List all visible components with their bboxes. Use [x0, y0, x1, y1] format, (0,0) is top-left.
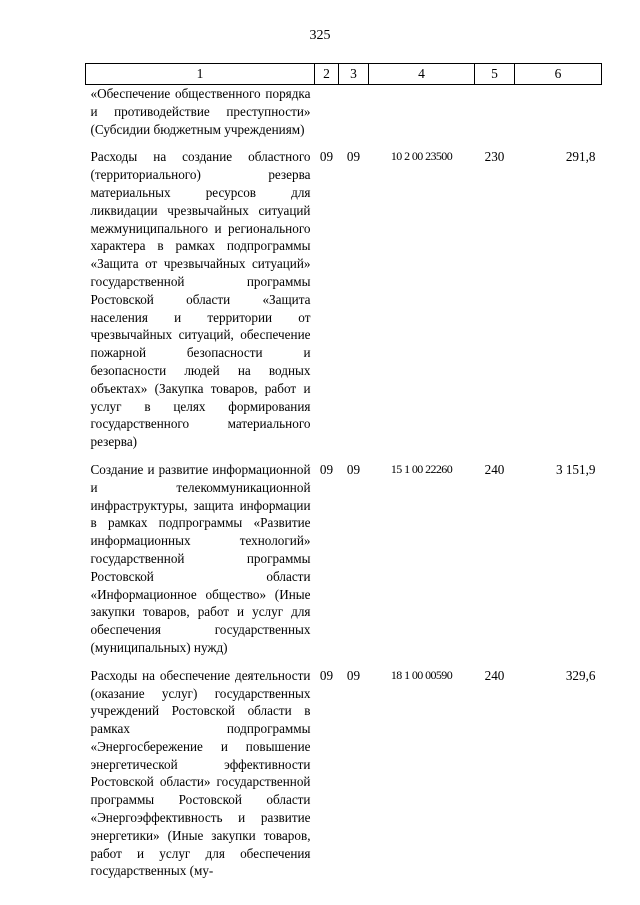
row-spacer [86, 138, 602, 148]
row-spacer [86, 451, 602, 461]
row-subsection [339, 85, 369, 139]
column-header-2: 2 [315, 64, 339, 85]
row-amount: 291,8 [565, 149, 596, 165]
row-description: Расходы на создание областного (территориального) резерва материальных ресурсов для ликвидации чрезвычайных ситуаций межмуниципального и регионального характера в рамках подпрограммы «Защита от чрезвычайных ситуаций» государственной программы Ростовской области «Защита населения и территории от чрезвычайных ситуаций, обеспечение пожарной безопасности и безопасности людей на водных объектах» (Закупка товаров, работ и услуг в целях формирования государственного материального резерва) [90, 149, 311, 450]
table-row [86, 667, 602, 881]
table-header-row [86, 64, 602, 85]
row-target-code: 10 2 00 23500 [390, 149, 453, 164]
row-amount: 329,6 [565, 667, 596, 683]
row-description: Создание и развитие информационной и телекоммуникационной инфраструктуры, защита информации в рамках подпрограммы «Развитие информационных технологий» государственной программы Ростовской области «Информационное общество» (Иные закупки товаров, работ и услуг для обеспечения государственных (муниципальных) нужд) [90, 461, 311, 655]
row-target-code [369, 85, 475, 139]
column-header-3: 3 [339, 64, 369, 85]
row-expense-type: 240 [484, 461, 505, 477]
row-section: 09 [319, 667, 334, 683]
row-subsection: 09 [346, 461, 361, 477]
row-section: 09 [319, 149, 334, 165]
budget-table [85, 63, 602, 880]
column-header-4: 4 [369, 64, 475, 85]
row-amount: 3 151,9 [555, 461, 596, 477]
row-subsection: 09 [346, 667, 361, 683]
row-subsection: 09 [346, 149, 361, 165]
row-amount [515, 85, 602, 139]
row-expense-type [475, 85, 515, 139]
table-row [86, 461, 602, 657]
row-description: «Обеспечение общественного порядка и противодействие преступности» (Субсидии бюджетным учреждениям) [90, 86, 311, 137]
row-description: Расходы на обеспечение деятельности (оказание услуг) государственных учреждений Ростовской области в рамках подпрограммы «Энергосбережение и повышение энергетической эффективности Ростовской области» государственной программы Ростовской области «Энергоэффективность и развитие энергетики» (Иные закупки товаров, работ и услуг для обеспечения государственных (му- [90, 667, 311, 879]
page-number: 325 [309, 28, 331, 43]
row-expense-type: 230 [484, 149, 505, 165]
row-target-code: 18 1 00 00590 [390, 667, 453, 682]
table-row [86, 148, 602, 451]
row-spacer [86, 657, 602, 667]
row-expense-type: 240 [484, 667, 505, 683]
table-row [86, 85, 602, 139]
column-header-1: 1 [86, 64, 315, 85]
column-header-5: 5 [475, 64, 515, 85]
row-section: 09 [319, 461, 334, 477]
row-target-code: 15 1 00 22260 [390, 461, 453, 476]
row-section [315, 85, 339, 139]
column-header-6: 6 [515, 64, 602, 85]
